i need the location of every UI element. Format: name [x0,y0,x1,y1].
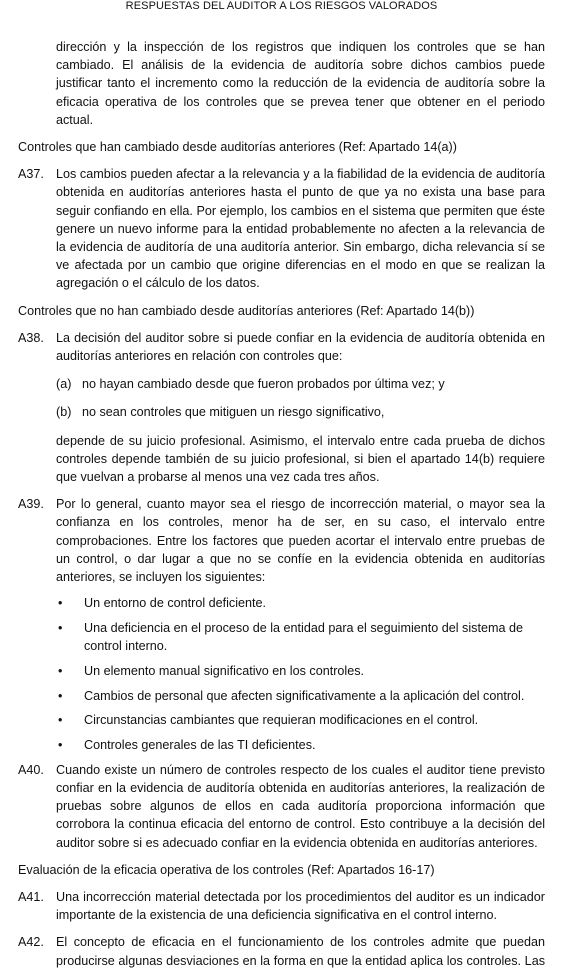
list-item-a [56,375,545,393]
document-body [18,38,545,970]
bullet-icon: • [58,688,63,703]
section-heading-changed-controls: Controles que han cambiado desde auditorías anteriores (Ref: Apartado 14(a)) [18,140,457,155]
intro-paragraph: dirección y la inspección de los registros que indiquen los controles que se han cambiado. El análisis de la evidencia de auditoría sobre dichos cambios puede justificar tanto el incremento como la reducción de la evidencia de auditoría sobre la eficacia operativa de los controles que se prevea tener que obtener en el periodo actual. [56,40,545,127]
list-item: • Una deficiencia en el proceso de la entidad para el seguimiento del sistema de control interno. [56,619,545,655]
paragraph-text: La decisión del auditor sobre si puede confiar en la evidencia de auditoría obtenida en auditorías anteriores en relación con controles que: [56,330,545,364]
list-item-b [56,403,545,421]
paragraph-a38 [18,329,545,365]
page-header: RESPUESTAS DEL AUDITOR A LOS RIESGOS VALORADOS [125,0,438,12]
bullet-icon: • [58,713,63,728]
paragraph-text: El concepto de eficacia en el funcionamiento de los controles admite que puedan producirse algunas desviaciones en la forma en que la entidad aplica los controles. Las [56,935,545,968]
list-item: • Controles generales de las TI deficientes. [56,736,545,754]
paragraph-a40 [18,761,545,852]
list-item: • Un entorno de control deficiente. [56,594,545,612]
paragraph-number: A37. [18,167,44,182]
paragraph-number: A41. [18,889,44,904]
paragraph-a42 [18,933,545,969]
paragraph-number: A39. [18,497,44,512]
list-item-text: no sean controles que mitiguen un riesgo significativo, [82,405,385,420]
list-item: • Cambios de personal que afecten significativamente a la aplicación del control. [56,687,545,705]
paragraph-number: A38. [18,330,44,345]
list-item: • Un elemento manual significativo en los controles. [56,662,545,680]
list-item-label: (a) [56,377,72,392]
factor-list [56,594,545,754]
paragraph-a41 [18,888,545,924]
list-item-text: no hayan cambiado desde que fueron probados por última vez; y [82,377,445,392]
paragraph-number: A42. [18,935,44,950]
paragraph-a39 [18,495,545,586]
section-heading-unchanged-controls: Controles que no han cambiado desde auditorías anteriores (Ref: Apartado 14(b)) [18,303,475,318]
bullet-icon: • [58,738,63,752]
paragraph-text: Los cambios pueden afectar a la relevancia y a la fiabilidad de la evidencia de auditoría obtenida en auditorías anteriores hasta el punto de que ya no exista una base para seguir confiando en ella. Por ejemplo, los cambios en el sistema que permiten que éste genere un nuevo informe para la entidad probablemente no afecten a la relevancia de la evidencia de auditoría de una auditoría anterior. Sin embargo, dicha relevancia sí se ve afectada por un cambio que origine diferencias en el modo en que se realizan la agregación o el cálculo de los datos. [56,167,545,291]
bullet-icon: • [58,663,63,678]
paragraph-number: A40. [18,762,44,777]
paragraph-a37 [18,165,545,292]
section-heading-operating-effectiveness: Evaluación de la eficacia operativa de los controles (Ref: Apartados 16-17) [18,862,435,877]
paragraph-text: Cuando existe un número de controles respecto de los cuales el auditor tiene previsto confiar en la evidencia de auditoría obtenida en auditorías anteriores, la realización de pruebas sobre algunos de ellos en cada auditoría proporciona información que corrobora la continua eficacia del entorno de control. Esto contribuye a la decisión del auditor sobre si es adecuado confiar en la evidencia obtenida en auditorías anteriores. [56,762,545,850]
list-item-label: (b) [56,405,72,420]
paragraph-continuation: depende de su juicio profesional. Asimismo, el intervalo entre cada prueba de dichos controles depende también de su juicio profesional, si bien el apartado 14(b) requiere que vuelvan a probarse al menos una vez cada tres años. [56,433,545,485]
bullet-icon: • [58,596,63,611]
paragraph-text: Por lo general, cuanto mayor sea el riesgo de incorrección material, o mayor sea la confianza en los controles, menor ha de ser, en su caso, el intervalo entre comprobaciones. Entre los factores que pueden acortar el intervalo entre pruebas de un control, o dar lugar a que no se confíe en la evidencia obtenida en auditorías anteriores, se incluyen los siguientes: [56,497,545,585]
list-item: • Circunstancias cambiantes que requieran modificaciones en el control. [56,711,545,729]
paragraph-text: Una incorrección material detectada por los procedimientos del auditor es un indicador importante de la existencia de una deficiencia significativa en el control interno. [56,889,545,923]
bullet-icon: • [58,620,63,635]
